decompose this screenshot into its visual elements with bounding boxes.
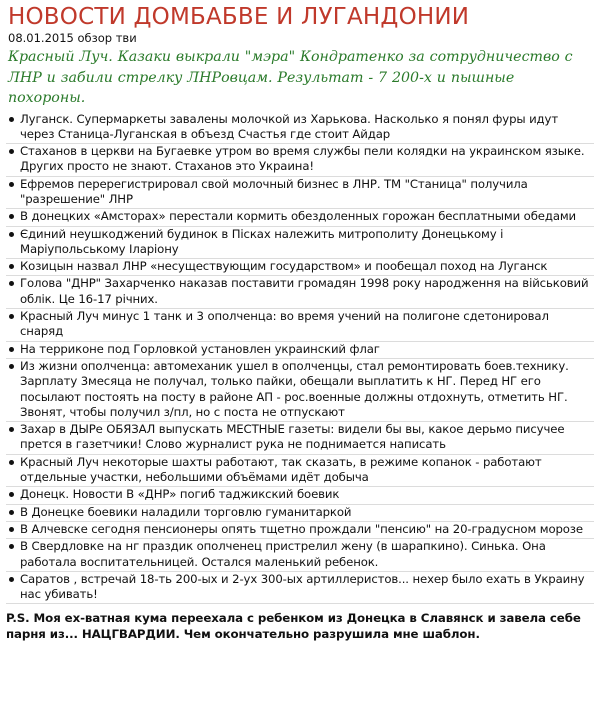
news-item xyxy=(6,112,594,145)
bullet-icon xyxy=(9,544,14,549)
bullet-icon xyxy=(9,460,14,465)
news-item xyxy=(6,422,594,455)
news-item xyxy=(6,209,594,226)
news-item xyxy=(6,309,594,342)
bullet-icon xyxy=(9,427,14,432)
bullet-icon xyxy=(9,492,14,497)
news-item-text: В донецких «Амсторах» перестали кормить обездоленных горожан бесплатными обедами xyxy=(20,209,577,224)
news-item-text: Красный Луч минус 1 танк и 3 ополченца: во время учений на полигоне сдетонировал снаряд xyxy=(20,309,549,339)
bullet-icon xyxy=(9,232,14,237)
news-item-text: Стаханов в церкви на Бугаевке утром во время службы пели колядки на украинском языке. Других просто не знают. Стаханов это Украина! xyxy=(20,144,585,174)
news-list xyxy=(6,112,594,605)
news-item xyxy=(6,276,594,309)
news-item xyxy=(6,259,594,276)
bullet-icon xyxy=(9,347,14,352)
bullet-icon xyxy=(9,364,14,369)
news-item xyxy=(6,359,594,422)
news-item-text: На терриконе под Горловкой установлен украинский флаг xyxy=(20,341,380,356)
news-item xyxy=(6,505,594,522)
news-item-text: Захар в ДЫРе ОБЯЗАЛ выпускать МЕСТНЫЕ газеты: видели бы вы, какое дерьмо писучее прется в газетчики! Слово журналист рука не поднимается написать xyxy=(20,422,565,452)
news-item xyxy=(6,522,594,539)
date-line: 08.01.2015 обзор тви xyxy=(8,31,137,45)
news-item-text: Саратов , встречай 18-ть 200-ых и 2-ух 300-ых артиллеристов... нехер было ехать в Украину нас убивать! xyxy=(20,571,585,602)
bullet-icon xyxy=(9,264,14,269)
news-item xyxy=(6,177,594,210)
bullet-icon xyxy=(9,314,14,319)
news-item-text: Луганск. Супермаркеты завалены молочкой из Харькова. Насколько я понял фуры идут через Станица-Луганская в объезд Счастья где стоит Айдар xyxy=(20,111,559,141)
news-item-text: Козицын назвал ЛНР «несуществующим государством» и пообещал поход на Луганск xyxy=(20,259,548,274)
bullet-icon xyxy=(9,182,14,187)
news-item xyxy=(6,342,594,359)
news-item xyxy=(6,539,594,572)
bullet-icon xyxy=(9,117,14,122)
news-item-text: В Алчевске сегодня пенсионеры опять тщетно прождали "пенсию" на 20-градусном морозе xyxy=(20,521,583,536)
bullet-icon xyxy=(9,214,14,219)
news-item-text: Донецк. Новости В «ДНР» погиб таджикский боевик xyxy=(20,487,340,502)
lead-headline: Красный Луч. Казаки выкрали "мэра" Кондратенко за сотрудничество с ЛНР и забили стрелку ЛНРовцам. Результат - 7 200-х и пышные похороны. xyxy=(8,49,573,106)
news-item xyxy=(6,572,594,605)
news-item-text: В Донецке боевики наладили торговлю гуманитаркой xyxy=(20,504,352,519)
postscript: P.S. Моя ех-ватная кума переехала с ребенком из Донецка в Славянск и завела себе парня из... НАЦГВАРДИИ. Чем окончательно разрушила мне шаблон. xyxy=(6,611,581,642)
bullet-icon xyxy=(9,149,14,154)
news-item xyxy=(6,455,594,488)
news-item xyxy=(6,144,594,177)
bullet-icon xyxy=(9,577,14,582)
news-item xyxy=(6,227,594,260)
news-item-text: В Свердловке на нг праздик ополченец пристрелил жену (в шарапкино). Синька. Она работала воспитательницей. Остался маленький ребенок. xyxy=(20,539,546,569)
news-item-text: Красный Луч некоторые шахты работают, так сказать, в режиме копанок - работают отдельные участки, небольшими объёмами идёт добыча xyxy=(20,454,542,485)
bullet-icon xyxy=(9,281,14,286)
bullet-icon xyxy=(9,527,14,532)
news-item-text: Голова "ДНР" Захарченко наказав поставити громадян 1998 року народження на військовий облік. Це 16-17 річних. xyxy=(20,276,589,306)
page-title: НОВОСТИ ДОМБАБВЕ И ЛУГАНДОНИИ xyxy=(8,4,470,30)
news-item-text: Ефремов перерегистрировал свой молочный бизнес в ЛНР. ТМ "Станица" получила "разрешение" ЛНР xyxy=(20,176,528,206)
news-item xyxy=(6,487,594,504)
news-item-text: Єдиний неушкоджений будинок в Пісках належить митрополиту Донецькому і Маріупольському Іларіону xyxy=(20,226,504,256)
news-item-text: Из жизни ополченца: автомеханик ушел в ополченцы, стал ремонтировать боев.технику. Зарплату 3месяца не получал, только пайки, обещали выплатить к НГ. Перед НГ его посылают постоять на посту в районе АП - рос.военные должны отдохнуть, отметить НГ. Звонят, чтобы получил з/пл, но с поста не отпускают xyxy=(20,358,569,419)
bullet-icon xyxy=(9,510,14,515)
